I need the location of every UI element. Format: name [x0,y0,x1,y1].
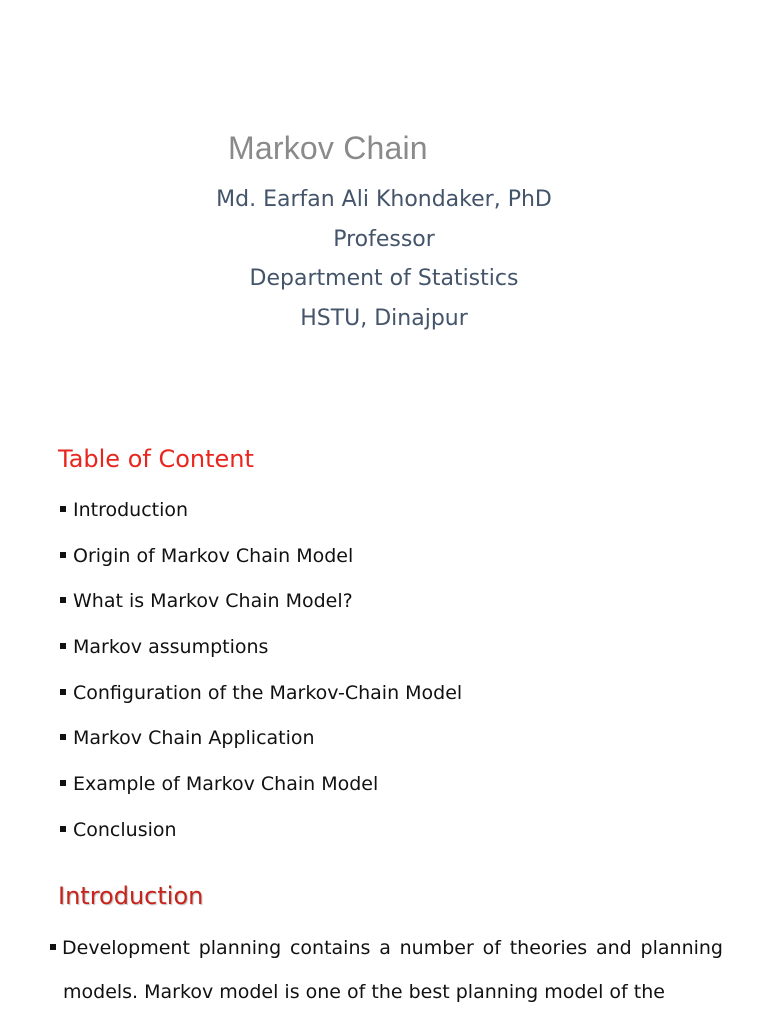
square-bullet-icon [60,780,66,786]
toc-item-label: Markov assumptions [73,636,269,659]
introduction-paragraph [50,926,723,1014]
toc-heading: Table of Content [58,445,254,473]
toc-item-label: Configuration of the Markov-Chain Model [73,681,463,704]
square-bullet-icon [60,643,66,649]
author-position: Professor [333,226,435,252]
toc-item-label: Example of Markov Chain Model [73,773,379,796]
author-name: Md. Earfan Ali Khondaker, PhD [216,187,552,212]
page-title: Markov Chain [228,130,428,166]
toc-item-origin [60,539,462,585]
introduction-heading: Introduction [58,882,204,910]
toc-item-label: What is Markov Chain Model? [73,590,353,613]
author-block [0,180,768,338]
toc-item-conclusion [60,813,462,859]
square-bullet-icon [60,734,66,740]
toc-item-label: Markov Chain Application [73,727,315,750]
toc-item-configuration [60,676,462,722]
toc-item-introduction [60,493,462,539]
toc-item-assumptions [60,630,462,676]
title-slide [0,0,768,420]
square-bullet-icon [60,506,66,512]
square-bullet-icon [60,826,66,832]
square-bullet-icon [60,552,66,558]
square-bullet-icon [60,597,66,603]
toc-item-application [60,721,462,767]
toc-item-label: Origin of Markov Chain Model [73,544,354,567]
square-bullet-icon [60,689,66,695]
author-institution: HSTU, Dinajpur [300,305,468,331]
toc-item-label: Introduction [73,499,189,521]
toc-item-example [60,767,462,813]
toc-list [60,493,462,859]
author-department: Department of Statistics [249,266,519,291]
toc-item-label: Conclusion [73,818,177,841]
square-bullet-icon [50,944,56,950]
introduction-text: Development planning contains a number of theories and planning models. Markov model is one of the best planning model of the [62,937,723,1003]
toc-item-what-is [60,584,462,630]
